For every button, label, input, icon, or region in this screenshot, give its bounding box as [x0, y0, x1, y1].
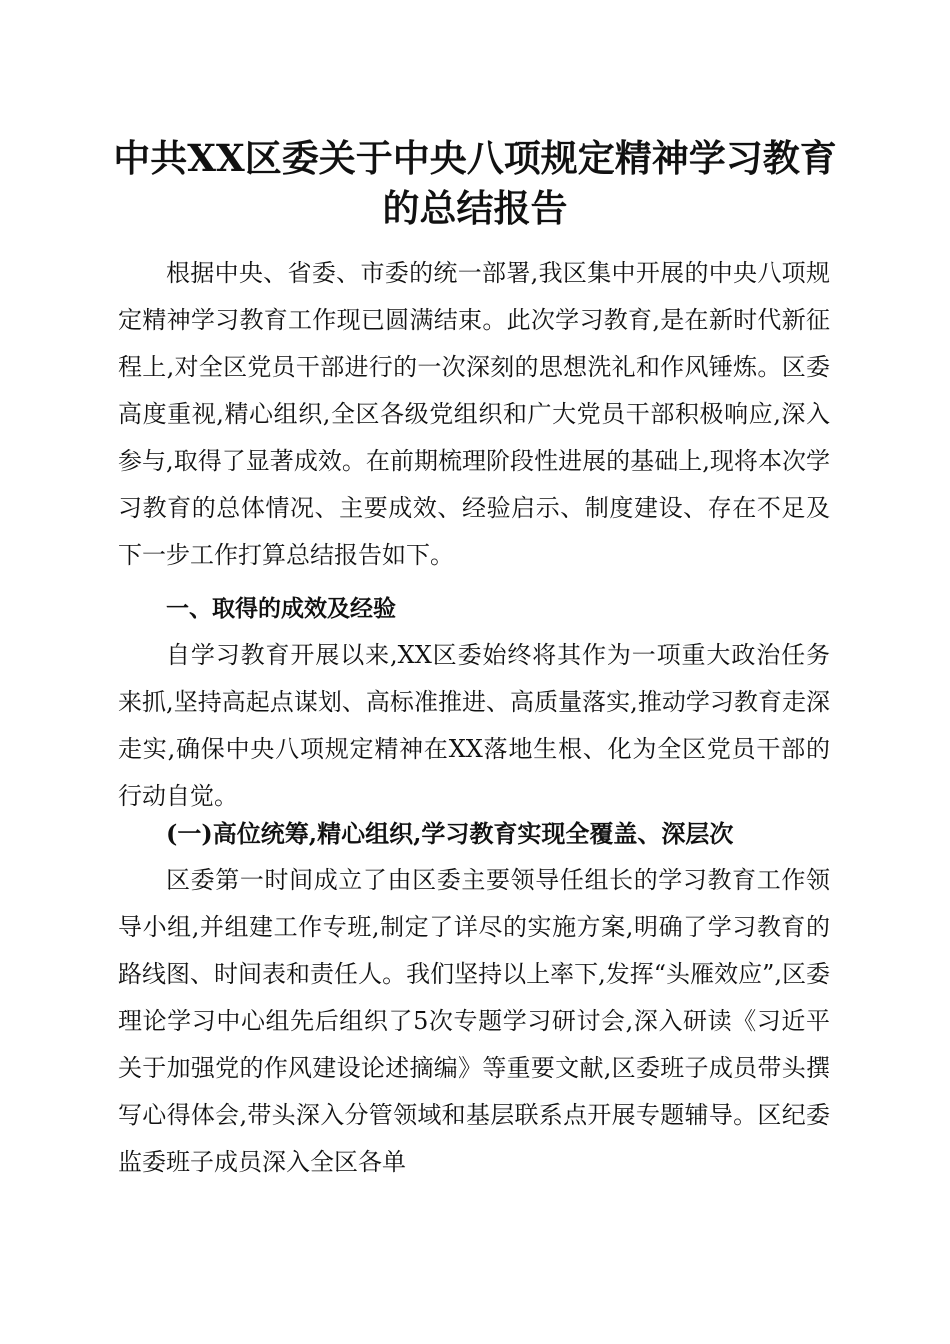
- intro-paragraph: 根据中央、省委、市委的统一部署,我区集中开展的中央八项规定精神学习教育工作现已圆满结束。此次学习教育,是在新时代新征程上,对全区党员干部进行的一次深刻的思想洗礼和作风锤炼。区委高度重视,精心组织,全区各级党组织和广大党员干部积极响应,深入参与,取得了显著成效。在前期梳理阶段性进展的基础上,现将本次学习教育的总体情况、主要成效、经验启示、制度建设、存在不足及下一步工作打算总结报告如下。: [118, 259, 830, 569]
- section-1-paragraph: 自学习教育开展以来,XX区委始终将其作为一项重大政治任务来抓,坚持高起点谋划、高标准推进、高质量落实,推动学习教育走深走实,确保中央八项规定精神在XX落地生根、化为全区党员干部的行动自觉。: [118, 641, 830, 810]
- subsection-1-paragraph: 区委第一时间成立了由区委主要领导任组长的学习教育工作领导小组,并组建工作专班,制定了详尽的实施方案,明确了学习教育的路线图、时间表和责任人。我们坚持以上率下,发挥“头雁效应”,区委理论学习中心组先后组织了5次专题学习研讨会,深入研读《习近平关于加强党的作风建设论述摘编》等重要文献,区委班子成员带头撰写心得体会,带头深入分管领域和基层联系点开展专题辅导。区纪委监委班子成员深入全区各单: [118, 866, 830, 1176]
- document-title-line-1: 中共XX区委关于中央八项规定精神学习教育: [113, 136, 837, 180]
- section-heading-1: 一、取得的成效及经验: [166, 596, 396, 622]
- document-title-line-2: 的总结报告: [382, 186, 568, 230]
- subsection-heading-1: (一)高位统筹,精心组织,学习教育实现全覆盖、深层次: [166, 819, 734, 848]
